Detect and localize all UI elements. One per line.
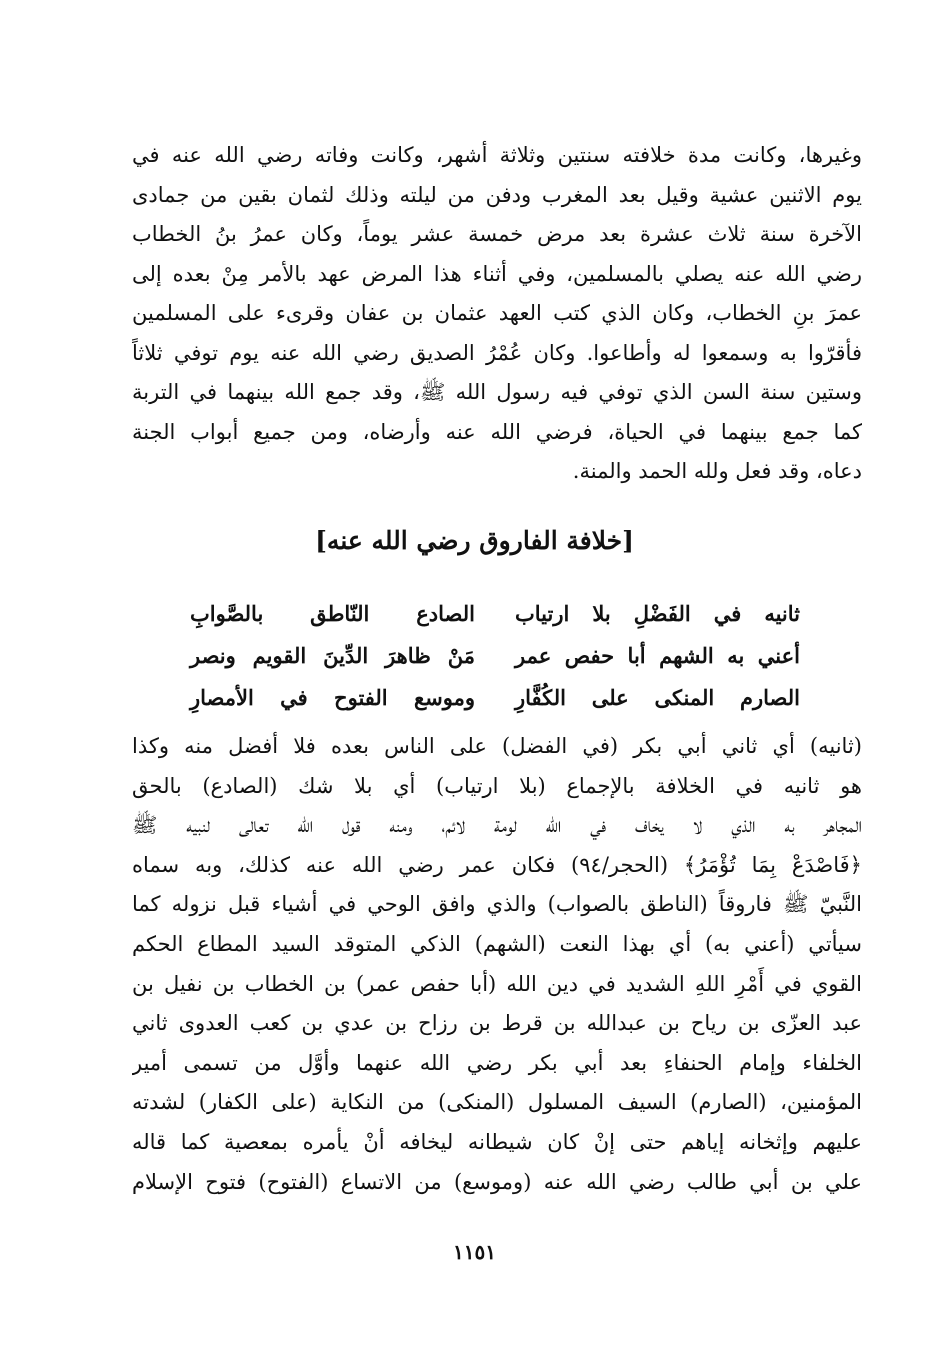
text-line: عمرَ بنِ الخطاب، وكان الذي كتب العهد عثمان بن عفان وقرىء على المسلمين (132, 301, 862, 325)
text-line: سيأتي (أعني به) أي بهذا النعت (الشهم) الذكي المتوقد السيد المطاع الحكم (132, 931, 862, 956)
text-line: عبد العزّى بن رياح بن عبدالله بن قرط بن رزاح بن عدي بن كعب العدوى ثاني (132, 1011, 862, 1036)
page-number: ١١٥١ (453, 1240, 496, 1264)
text-line: (ثانيه) أي ثاني أبي بكر (في الفضل) على الناس بعده فلا أفضل منه وكذا (132, 734, 862, 758)
verse-line (190, 677, 800, 719)
text-line: القوي في أَمْرِ اللهِ الشديد في دين الله (أبا حفص عمر) بن الخطاب بن نفيل بن (132, 971, 862, 996)
text-line: عليهم وإثخانه إياهم حتى إنْ كان شيطانه ليخافه أنْ يأمره بمعصية كما قاله (132, 1129, 862, 1154)
text-line: يوم الاثنين عشية وقيل بعد المغرب ودفن من ليلته وذلك لثمان بقين من جمادى (132, 182, 862, 207)
text-line: الآخرة سنة ثلاث عشرة بعد مرض خمسة عشر يوماً، وكان عمرُ بنُ الخطاب (132, 222, 862, 246)
text-line: وستين سنة السن الذي توفي فيه رسول الله ﷺ، وقد جمع الله بينهما في التربة (132, 380, 862, 404)
text-line: المؤمنين، (الصارم) السيف المسلول (المنكى) من النكاية (على الكفار) لشدته (132, 1090, 862, 1115)
text-line: علي بن أبي طالب رضي الله عنه (وموسع) من الاتساع (الفتوح) فتوح الإسلام (132, 1169, 862, 1194)
commentary-paragraph (132, 727, 862, 1202)
verse-second-hemistich: مَنْ ظاهرَ الدِّينَ القويم ونصر (190, 643, 475, 668)
text-line: هو ثانيه في الخلافة بالإجماع (بلا ارتياب) أي بلا شك (الصادع) بالحق (132, 773, 862, 798)
verse-line (190, 593, 800, 635)
text-line: ﴿فَاصْدَعْ بِمَا تُؤْمَرُ﴾ (الحجر/٩٤) فكان عمر رضي الله عنه كذلك، وبه سماه (132, 852, 862, 877)
text-line: المجاهر به الذي لا يخاف في الله لومة لائم، ومنه قول الله تعالى لنبيه ﷺ (132, 813, 862, 838)
poem-verses (190, 593, 800, 719)
text-line: كما جمع بينهما في الحياة، فرضي الله عنه وأرضاه، ومن جميع أبواب الجنة (132, 419, 862, 444)
body-paragraph-top (132, 136, 862, 492)
section-heading: [خلافة الفاروق رضي الله عنه] (315, 526, 634, 555)
verse-second-hemistich: الصادع النّاطق بالصَّوابِ (190, 601, 475, 626)
verse-first-hemistich: الصارم المنكى على الكُفَّارِ (515, 685, 800, 710)
text-line: رضي الله عنه يصلي بالمسلمين، وفي أثناء هذا المرض عهد بالأمر مِنْ بعده إلى (132, 261, 862, 286)
text-line: وغيرها، وكانت مدة خلافته سنتين وثلاثة أشهر، وكانت وفاته رضي الله عنه في (132, 143, 862, 167)
verse-line (190, 635, 800, 677)
text-line: دعاه، وقد فعل ولله الحمد والمنة. (572, 459, 862, 483)
verse-first-hemistich: ثانيه في الفَضْلِ بلا ارتياب (515, 601, 800, 626)
text-line: فأقرّوا به وسمعوا له وأطاعوا. وكان عُمْرُ الصديق رضي الله عنه يوم توفي ثلاثاً (132, 340, 862, 365)
verse-second-hemistich: وموسع الفتوح في الأمصارِ (190, 685, 475, 710)
verse-first-hemistich: أعني به الشهم أبا حفص عمر (515, 643, 800, 668)
text-line: الخلفاء وإمام الحنفاءِ بعد أبي بكر رضي الله عنهما وأوَّل من تسمى أمير (132, 1050, 862, 1075)
text-line: النَّبيّ ﷺ فاروقاً (الناطق بالصواب) والذي وافق الوحي في أشياء قبل نزوله كما (132, 892, 862, 917)
